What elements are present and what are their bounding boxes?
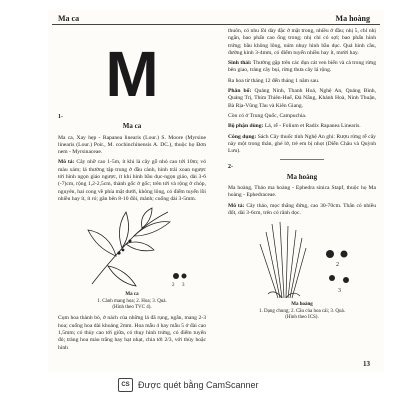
header-left: Ma ca: [58, 14, 80, 23]
parts-used-paragraph: [228, 123, 376, 130]
book-page: [48, 10, 384, 372]
camscanner-text: Được quét bằng CamScanner: [138, 380, 259, 390]
description-label: Mô tả:: [58, 159, 75, 166]
ecology-text: Thường gặp trên các đụn cát ven biển và cả trong rừng bên giao, trảng cây bụi, rừng thưa cây lá rộng.: [228, 60, 376, 74]
svg-text:3: 3: [182, 283, 185, 289]
ma-hoang-illustration: [242, 220, 362, 300]
flowering-paragraph: Ra hoa từ tháng 12 đến tháng 1 năm sau.: [228, 77, 320, 84]
entry-divider: [280, 159, 324, 160]
description-text: Cây nhỡ cao 1-5m, ít khi là cây gỗ nhỏ cao tới 10m; vỏ màu xám; lá thường tập trung ở đầu cành, hình trái xoan ngược tới hình ngọn giáo ngược, ít khi hình bầu dục-ngọn giáo, dài 3-6 (-7)cm, rộng 1,2-2,5cm, thành gốc ở gốc; trên tới và rộng ở chóp, nguyên, hai cong về phía mặt dưới, không lông, có điểm tuyến lồi nhiều hay ít, ít ró; gân bên 8-10 đôi, mảnh; cuống dài 3-5mm.: [58, 159, 207, 202]
description-text-2: Cây thảo, mọc thẳng đứng, cao 30-70cm. Thân có nhiều đốt, dài 3-6cm, trên có rãnh dọc.: [228, 202, 377, 216]
ma-ca-illustration: [72, 206, 192, 290]
section-letter: M: [105, 38, 159, 110]
description-continued: Cụm hoa thành bó, ở nách của những lá đã rụng, ngắn, mang 2-3 hoa; cuống hoa dài khoảng 2mm. Hoa mẫu 4 hay mẫu 5 ở đài cao 1,5mm; có thùy cao tới giữa, có thụy hình trứng, có điểm tuyến đỏ; tràng hoa màu trắng hay hạt nhạt, chia tới 2/3, với thùy hoặc hình: [58, 315, 206, 351]
distribution-extra: Còn có ở Trung Quốc, Campuchia.: [228, 112, 307, 119]
description-paragraph: [58, 159, 206, 203]
figure-caption: [58, 292, 206, 311]
description-paragraph-2: [228, 203, 376, 218]
distribution-paragraph: [228, 88, 376, 110]
caption-line-2: 1. Dạng chung; 2. Cầu của hoa cái; 3. Quả.: [259, 308, 345, 314]
svg-text:2: 2: [172, 283, 175, 289]
entry-number: 1-: [58, 114, 63, 120]
header-rule: [52, 24, 380, 25]
caption-line: 1. Cành mang hoa; 2. Hoa; 3. Quả.: [97, 298, 167, 304]
caption-title-2: Ma hoàng: [291, 302, 313, 308]
ecology-paragraph: [228, 60, 376, 75]
entry-title-2: Ma hoàng: [286, 172, 318, 181]
parts-used-text: Lá, rễ - Folium et Radix Rapanea Linearis.: [264, 123, 361, 130]
uses-label: Công dụng:: [228, 133, 257, 140]
distribution-label: Phân bố:: [228, 88, 252, 95]
entry-number-2: 2-: [228, 164, 233, 171]
svg-text:2: 2: [336, 262, 339, 269]
uses-paragraph: [228, 134, 376, 156]
camscanner-watermark: [118, 378, 259, 392]
page-number: 13: [363, 360, 370, 368]
description-label-2: Mô tả:: [228, 202, 245, 209]
uses-text: Sách Cây thuốc tỉnh Nghệ An ghi: Rượu rừng rễ cây này một trong thân, ghé lở, trẻ em bị nhọt (Diễn Châu và Quỳnh Lưu).: [228, 133, 376, 155]
entry-intro: Ma ca, Xay hẹp - Rapanea linearis (Lour.) S. Moore (Myrsine linearis (Lour.) Poir., M. cochinchinensis A. DC.), thuộc họ Đơn nem - Myrsinaceae.: [58, 134, 206, 156]
entry-intro-2: Ma hoàng, Thảo ma hoàng - Ephedra sinica Stapf, thuộc họ Ma hoàng - Ephedraceae.: [228, 185, 376, 199]
caption-source: (Hình theo TVC 4).: [112, 305, 152, 311]
distribution-text: Quảng Ninh, Thanh Hoá, Nghệ An, Quảng Bình, Quảng Trị, Thừa Thiên-Huế, Đà Nẵng, Khánh Hoà, Ninh Thuận, Bà Rịa-Vũng Tàu và Kiên Giang.: [228, 88, 377, 109]
running-header: [48, 10, 384, 26]
svg-text:3: 3: [338, 288, 341, 295]
right-column: [228, 28, 376, 325]
description-continued-right: thuôn, có nhu lồi dày đặc ở mặt trong, nhiều ở đầu; nhị 5, chỉ nhị ngắn, bao phấn cao ống trong; nhị chỉ có sợi; bao phấn hình trứng; bầu không lông, núm nhụy hình bầu dục. Quả hình cầu, đường kính 3-4mm, có điểm tuyến nhiều hay ít, mười hay.: [228, 28, 376, 56]
caption-source-2: (Hình theo ICS).: [285, 315, 319, 321]
figure-caption-2: [228, 302, 376, 321]
entry-title: Ma ca: [122, 122, 142, 131]
caption-title: Ma ca: [125, 292, 139, 298]
left-column: [58, 28, 206, 355]
camscanner-logo-icon: CS: [118, 378, 133, 392]
parts-used-label: Bộ phận dùng:: [228, 123, 264, 130]
header-right: Ma hoàng: [335, 14, 370, 23]
ecology-label: Sinh thái:: [228, 60, 252, 67]
